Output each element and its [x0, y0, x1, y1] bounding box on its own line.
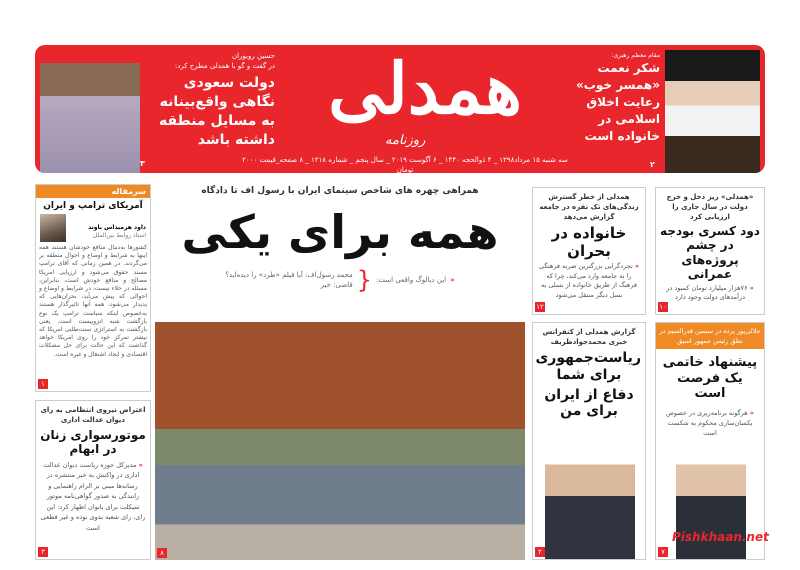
right-headline[interactable]: شکر نعمت «همسر خوب» رعایت اخلاق اسلامی در خانواده است	[576, 61, 660, 143]
left-headline[interactable]: دولت سعودی نگاهی واقع‌بینانه به مسایل منطقه داشته باشد	[158, 75, 275, 148]
story-headline[interactable]: خانواده در بحران	[551, 224, 627, 260]
logo-subtitle: روزنامه	[385, 133, 426, 148]
story-kicker: «همدلی» ریز دخل و خرج دولت در سال جاری را ارزیابی کرد	[666, 193, 754, 221]
editorial-body: کشورها به‌دنبال منافع خودشان هستند همه اینها به شرایط و اوضاع و احوال منطقه بر می‌گردند. در همین زمانی که آقای ترامپ مسند حقوق می‌شود و ارزیابی امریکا مصالح و منافع خودش است، بنابراین، مسئله در خلاء نیست، در شرایط و اوضاع و احوالی که پیش می‌آید، بحران‌هایی که پدیدار می‌شود، همه آنها تاثیرگذار هستند به‌خصوص اینکه سیاست ترامپ یک نوع بازگشت شبه انزوییست است. یعنی بازگشت به استراتژی سنت‌طلبی امریکا که بیشتر تمرکز خود را روی امریکا خواهد گذاشت که این حالت برای حل مشکلات اقتصادی و ایجاد اشتغال و غیره است.	[39, 244, 147, 358]
arrow-icon: «	[138, 460, 143, 469]
editorial-label: سرمقاله	[36, 185, 150, 198]
interviewee-photo	[40, 63, 140, 173]
arrow-icon: «	[450, 276, 455, 284]
main-lead: این دیالوگ واقعی است:	[376, 276, 447, 284]
quote-2: قاضی: خیر	[320, 281, 353, 289]
brace-icon: {	[356, 266, 373, 294]
left-byline: حسین رویوران	[231, 52, 275, 60]
family-story	[532, 187, 646, 315]
story-text: مدیرکل حوزه ریاست دیوان عدالت اداری در واکنش به خبر منتشره در رسانه‌ها مبنی بر الزام راهنمایی و رانندگی به صدور گواهی‌نامه موتور سیکلت برای بانوان اظهار کرد: این رای، رای شعبه بدوی بوده و غیر قطعی است	[40, 460, 146, 532]
story-kicker: اعتراض نیروی انتظامی به رای دیوان عدالت اداری	[40, 406, 146, 424]
page-number: ۱۰	[659, 303, 667, 311]
zarif-photo	[545, 454, 635, 559]
story-body	[537, 262, 641, 300]
left-kicker: در گفت و گو با همدلی مطرح کرد:	[174, 62, 275, 70]
story-text: ۷۶هزار میلیارد تومان کمبود در درآمدهای دولت وجود دارد	[666, 283, 748, 302]
author-title: استاد روابط بین‌الملل	[92, 232, 146, 239]
main-photo[interactable]	[155, 322, 525, 560]
main-headline[interactable]: همه برای یکی	[181, 205, 499, 259]
leader-photo	[665, 50, 760, 173]
page-number: ۷	[658, 547, 668, 557]
story-body	[660, 284, 760, 303]
story-text: هرگونه برنامه‌ریزی در خصوص یکسان‌سازی محکوم به شکست است	[666, 408, 753, 437]
budget-story	[655, 187, 765, 315]
newspaper-logo: همدلی	[328, 47, 522, 130]
page-number: ۲	[650, 160, 655, 169]
story-headline-2[interactable]: دفاع از ایران برای من	[544, 386, 634, 420]
page-number: ۱۲	[536, 303, 544, 311]
masthead	[35, 45, 765, 173]
quote-1: محمد رسول‌اف: آیا فیلم «طرد» را دیده‌اید؟	[225, 271, 353, 279]
story-body	[656, 408, 764, 438]
story-headline-1[interactable]: ریاست‌جمهوری برای شما	[535, 350, 641, 383]
arrow-icon: «	[749, 408, 754, 417]
right-kicker: مقام معظم رهبری:	[611, 52, 660, 59]
page-number: ۳	[140, 159, 145, 168]
khatami-story	[655, 322, 765, 560]
dateline: سه شنبه ۱۵ مرداد۱۳۹۸ _ ۴ ذوالحجه ۱۴۴۰ _ ۶ آگوست ۲۰۱۹ _ سال پنجم _ شماره ۱۲۱۸ _ ۸ صفحه_قیمت ۲۰۰۰ تومان	[242, 156, 568, 173]
arrow-icon: «	[749, 283, 754, 292]
story-text: تجردگرایی بزرگترین ضربه فرهنگی را به جامعه وارد می‌کند، چرا که فرهنگ از طریق خانواده از نسلی به نسل دیگر منتقل می‌شود	[538, 262, 637, 299]
arrow-icon: «	[634, 262, 640, 270]
story-kicker: گزارش همدلی از کنفرانس خبری محمدجوادظریف	[542, 328, 636, 346]
watermark: Pishkhaan.net	[672, 530, 769, 544]
page-number: ۸	[157, 548, 167, 558]
page-number: ۲	[535, 547, 545, 557]
zarif-story	[532, 322, 646, 560]
author-photo	[40, 214, 66, 242]
editorial-title[interactable]: آمریکای ترامپ و ایران	[43, 201, 143, 211]
story-headline[interactable]: دود کسری بودجه در چشم پروژه‌های عمرانی	[660, 224, 760, 282]
motorcycle-story	[35, 400, 151, 560]
author-name: داود هرمیداس باوند	[88, 224, 146, 231]
story-body	[40, 460, 146, 534]
story-kicker: همدلی از خطر گسترش زندگی‌های تک نفره در جامعه گزارش می‌دهد	[539, 193, 639, 221]
page-number: ۱	[38, 379, 48, 389]
page-number: ۳	[38, 547, 48, 557]
main-story	[155, 185, 525, 315]
main-kicker: همراهی چهره های شاخص سینمای ایران با رسول اف تا دادگاه	[201, 186, 479, 196]
story-headline[interactable]: پیشنهاد خاتمی یک فرصت است	[662, 355, 758, 402]
editorial-box	[35, 184, 151, 392]
story-headline[interactable]: موتورسواری زنان در ابهام	[40, 428, 146, 457]
story-kicker: جلالی‌پور پرده در سیمین قدرالسیم در نطق رئیس جمهور اسبق	[656, 323, 764, 349]
